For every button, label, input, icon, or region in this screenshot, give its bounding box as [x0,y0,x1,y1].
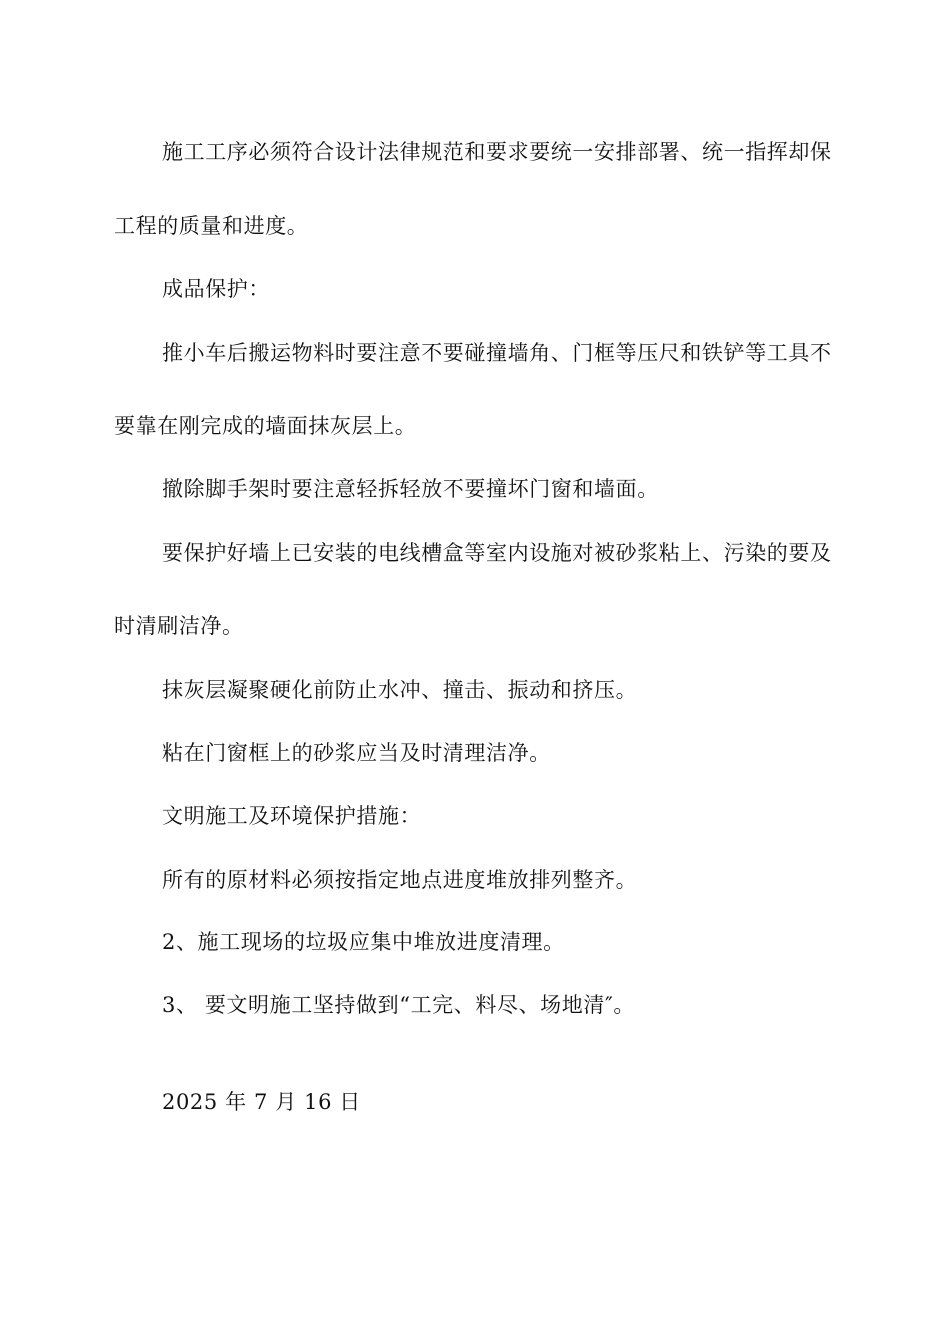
paragraph-cart-handling-line-2: 要靠在刚完成的墙面抹灰层上。 [114,414,417,438]
paragraph-construction-order-line-2: 工程的质量和进度。 [114,214,309,238]
paragraph-site-cleanliness: 3、 要文明施工坚持做到“工完、料尽、场地清″。 [162,993,636,1017]
paragraph-construction-order-line-1: 施工工序必须符合设计法律规范和要求要统一安排部署、统一指挥却保 [162,140,832,164]
paragraph-curing-protection: 抹灰层凝聚硬化前防止水冲、撞击、振动和挤压。 [162,678,638,702]
paragraph-protect-fixtures-line-1: 要保护好墙上已安装的电线槽盒等室内设施对被砂浆粘上、污染的要及 [162,541,832,565]
heading-product-protection: 成品保护： [162,277,270,301]
paragraph-scaffold-removal: 撤除脚手架时要注意轻拆轻放不要撞坏门窗和墙面。 [162,477,659,501]
paragraph-waste-collection: 2、施工现场的垃圾应集中堆放进度清理。 [162,930,565,954]
paragraph-materials-stacking: 所有的原材料必须按指定地点进度堆放排列整齐。 [162,868,638,892]
document-date: 2025 年 7 月 16 日 [162,1090,361,1114]
paragraph-protect-fixtures-line-2: 时清刷洁净。 [114,614,244,638]
paragraph-cart-handling-line-1: 推小车后搬运物料时要注意不要碰撞墙角、门框等压尺和铁铲等工具不 [162,341,832,365]
paragraph-clean-frames: 粘在门窗框上的砂浆应当及时清理洁净。 [162,741,551,765]
heading-civilized-construction: 文明施工及环境保护措施： [162,804,422,828]
